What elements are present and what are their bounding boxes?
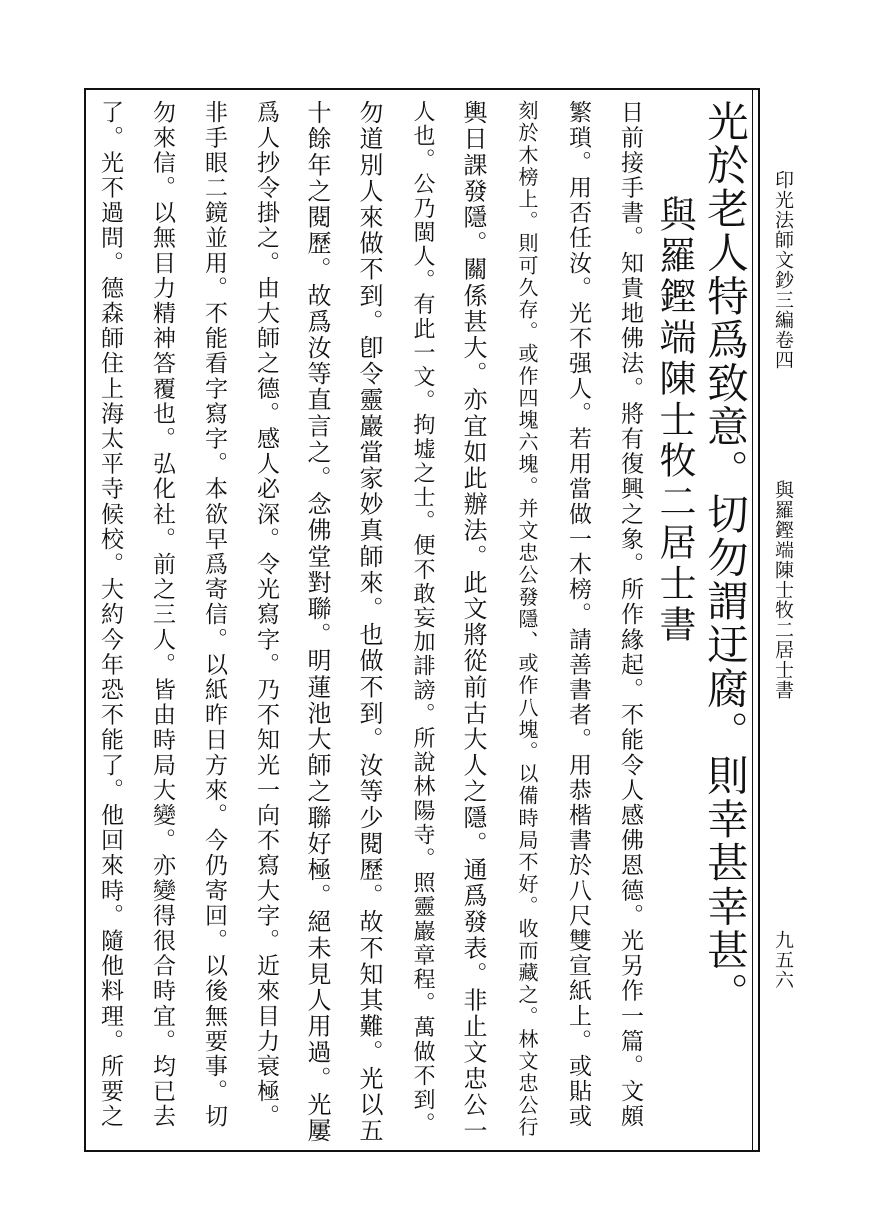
text-column-6: 輿日課發隱。關係甚大。亦宜如此辦法。此文將從前古大人之隱。通爲發表。非止文忠公一	[459, 100, 487, 1144]
text-column-9: 十餘年之閱歷。故爲汝等直言之。念佛堂對聯。明蓮池大師之聯好極。絕未見人用過。光屢	[303, 100, 331, 1144]
section-title: 與羅鏗端陳士牧二居士書	[771, 480, 794, 700]
frame-top-line	[84, 88, 758, 90]
frame-right-outer-line	[758, 88, 760, 1152]
text-column-7: 人也。公乃閩人。有此一文。拘墟之士。便不敢妄加誹謗。所說林陽寺。照靈巖章程。萬做不到。	[410, 100, 435, 1137]
book-title: 印光法師文鈔三編卷四	[771, 170, 794, 370]
frame-bottom-line	[84, 1150, 758, 1152]
text-column-10: 爲人抄令掛之。由大師之德。感人必深。令光寫字。乃不知光一向不寫大字。近來目力衰極。	[253, 100, 279, 1130]
page-number: 九五六	[771, 930, 794, 990]
text-column-3: 日前接手書。知貴地佛法。將有復興之象。所作緣起。不能令人感佛恩德。光另作一篇。文頗	[617, 100, 643, 1130]
text-column-8: 勿道別人來做不到。卽令靈巖當家妙真師來。也做不到。汝等少閱歷。故不知其難。光以五	[355, 100, 383, 1144]
text-column-1: 光於老人特爲致意。切勿謂迂腐。則幸甚幸甚。	[700, 100, 749, 1016]
text-column-12: 勿來信。以無目力精神答覆也。弘化社。前之三人。皆由時局大變。亦變得很合時宜。均已去	[149, 100, 175, 1130]
text-column-4: 繁瑣。用否任汝。光不强人。若用當做一木榜。請善書者。用恭楷書於八尺雙宣紙上。或貼或	[565, 100, 591, 1130]
frame-left-line	[84, 88, 86, 1152]
text-column-11: 非手眼二鏡並用。不能看字寫字。本欲早爲寄信。以紙昨日方來。今仍寄回。以後無要事。切	[201, 100, 227, 1130]
text-column-5: 刻於木榜上。則可久存。或作四塊六塊。并文忠公發隱、或作八塊。以備時局不好。收而藏之。林文忠公行	[515, 100, 539, 1139]
running-head	[762, 150, 802, 1150]
letter-heading: 與羅鏗端陳士牧二居士書	[653, 195, 696, 646]
text-column-13: 了。光不過問。德森師住上海太平寺候校。大約今年恐不能了。他回來時。隨他料理。所要之	[97, 100, 123, 1130]
frame-right-inner-line	[752, 88, 753, 1152]
